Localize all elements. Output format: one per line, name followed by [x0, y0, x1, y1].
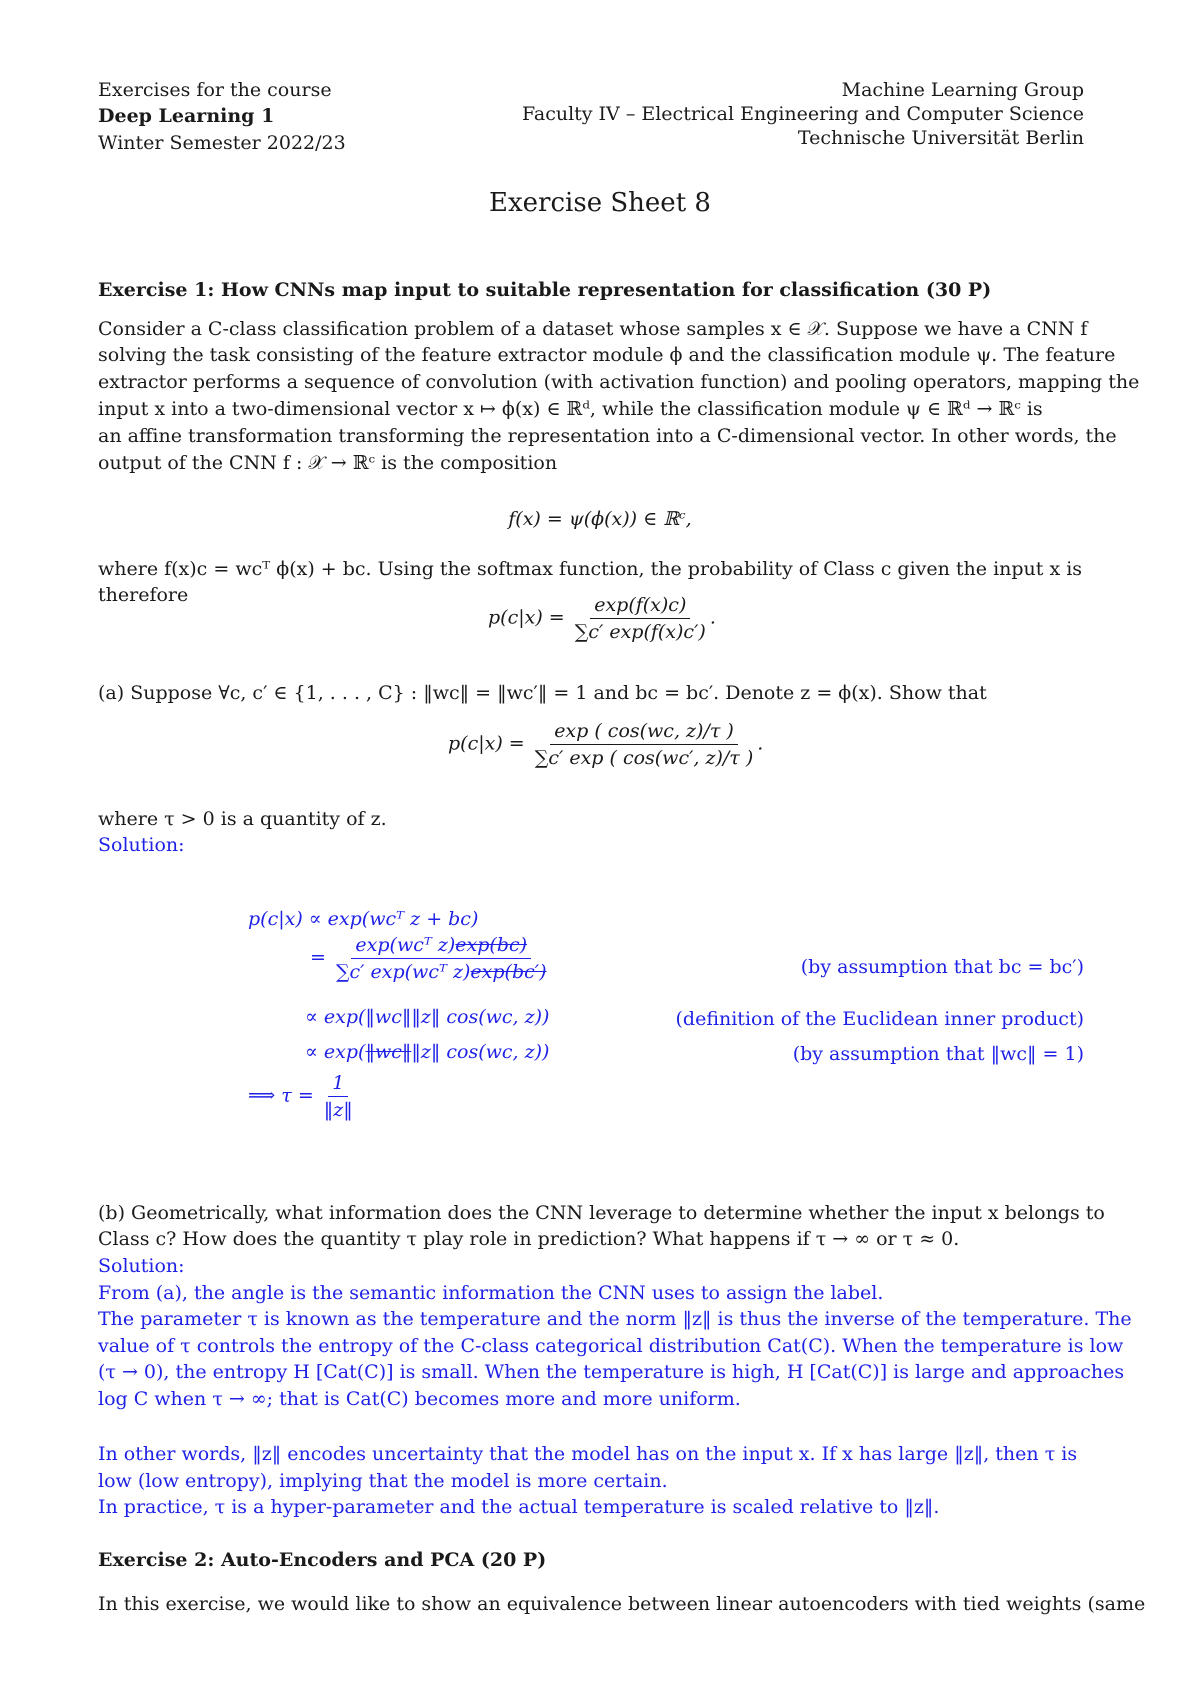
equation-composition: f(x) = ψ(ϕ(x)) ∈ ℝᶜ,: [508, 508, 692, 530]
course-intro: Exercises for the course: [98, 79, 332, 101]
ex1-where-line: where f(x)c = wcᵀ ϕ(x) + bc. Using the softmax function, the probability of Class c given the input x is: [98, 558, 1083, 580]
solution-b-line: In practice, τ is a hyper-parameter and the actual temperature is scaled relative to ‖z‖.: [98, 1496, 940, 1518]
group-name: Machine Learning Group: [841, 79, 1084, 101]
cosine-fraction: $\frac{\exp ( \cos(wc, z)/\tau )}{\sum c' \exp ( \cos(wc', z)/\tau )}$: [534, 720, 754, 769]
semester: Winter Semester 2022/23: [98, 132, 346, 154]
derivation-step-3: ∝ exp(‖wc‖‖z‖ cos(wc, z)): [305, 1006, 550, 1028]
ex1-intro-line: extractor performs a sequence of convolution (with activation function) and pooling operators, mapping the: [98, 371, 1140, 393]
derivation-fraction: $\frac{\text{exp(wcᵀ z)exp(bc)}}{\text{∑c′ exp(wcᵀ z)exp(bc′)}}$: [335, 934, 547, 983]
solution-label: Solution:: [98, 1255, 185, 1277]
ex2-intro-line: In this exercise, we would like to show an equivalence between linear autoencoders with tied weights (same: [98, 1593, 1146, 1615]
derivation-result: ⟹ τ = $\frac{1}{‖z‖}$: [248, 1072, 357, 1121]
solution-b-line: The parameter τ is known as the temperature and the norm ‖z‖ is thus the inverse of the temperature. The: [98, 1308, 1132, 1330]
solution-b-line: value of τ controls the entropy of the C-class categorical distribution Cat(C). When the temperature is low: [98, 1335, 1124, 1357]
part-b-question: (b) Geometrically, what information does the CNN leverage to determine whether the input x belongs to: [98, 1202, 1105, 1224]
page-title: Exercise Sheet 8: [489, 188, 711, 218]
derivation-step-4: ∝ exp(‖wc‖‖z‖ cos(wc, z)): [305, 1041, 550, 1063]
ex1-intro-line: Consider a C-class classification problem of a dataset whose samples x ∈ 𝒳. Suppose we have a CNN f: [98, 318, 1088, 340]
ex1-intro-line: output of the CNN f : 𝒳 → ℝᶜ is the composition: [98, 452, 558, 474]
solution-b-line: From (a), the angle is the semantic information the CNN uses to assign the label.: [98, 1282, 884, 1304]
softmax-fraction: $\frac{\exp(f(x)c)}{\sum c' \exp(f(x)c')}$: [574, 594, 706, 643]
derivation-note-2: (definition of the Euclidean inner product): [675, 1008, 1084, 1030]
ex1-where-line: therefore: [98, 584, 189, 606]
exercise-1-heading: Exercise 1: How CNNs map input to suitable representation for classification (30 P): [98, 279, 992, 301]
ex1-intro-line: solving the task consisting of the feature extractor module ϕ and the classification module ψ. The feature: [98, 344, 1116, 366]
ex1-intro-line: an affine transformation transforming the representation into a C-dimensional vector. In other words, the: [98, 425, 1117, 447]
derivation-step-1: p(c|x) ∝ exp(wcᵀ z + bc): [248, 908, 479, 930]
tau-fraction: $\frac{1}{‖z‖}$: [323, 1072, 353, 1121]
derivation-step-2: = $\frac{\text{exp(wcᵀ z)exp(bc)}}{\text{∑c′ exp(wcᵀ z)exp(bc′)}}$: [310, 934, 551, 983]
solution-b-line: In other words, ‖z‖ encodes uncertainty that the model has on the input x. If x has large ‖z‖, then τ is: [98, 1443, 1078, 1465]
part-a-where: where τ > 0 is a quantity of z.: [98, 808, 387, 830]
solution-b-line: low (low entropy), implying that the model is more certain.: [98, 1470, 668, 1492]
part-a-question: (a) Suppose ∀c, c′ ∈ {1, . . . , C} : ‖wc‖ = ‖wc′‖ = 1 and bc = bc′. Denote z = ϕ(x). Show that: [98, 682, 987, 704]
ex1-intro-line: input x into a two-dimensional vector x ↦ ϕ(x) ∈ ℝᵈ, while the classification module ψ ∈ ℝᵈ → ℝᶜ is: [98, 398, 1043, 420]
course-name: Deep Learning 1: [98, 105, 275, 127]
solution-label: Solution:: [98, 834, 185, 856]
derivation-note-3: (by assumption that ‖wc‖ = 1): [792, 1043, 1084, 1065]
solution-b-line: log C when τ → ∞; that is Cat(C) becomes more and more uniform.: [98, 1388, 741, 1410]
solution-b-line: (τ → 0), the entropy H [Cat(C)] is small. When the temperature is high, H [Cat(C)] is large and approaches: [98, 1361, 1125, 1383]
equation-cosine-softmax: p(c|x) = $\frac{\exp ( \cos(wc, z)/\tau )}{\sum c' \exp ( \cos(wc', z)/\tau )}$ .: [448, 720, 764, 769]
equation-softmax: p(c|x) = $\frac{\exp(f(x)c)}{\sum c' \exp(f(x)c')}$ .: [488, 594, 716, 643]
derivation-note-1: (by assumption that bc = bc′): [800, 956, 1084, 978]
part-b-question: Class c? How does the quantity τ play role in prediction? What happens if τ → ∞ or τ ≈ 0.: [98, 1228, 960, 1250]
exercise-2-heading: Exercise 2: Auto-Encoders and PCA (20 P): [98, 1549, 547, 1571]
faculty-name: Faculty IV – Electrical Engineering and Computer Science: [521, 103, 1084, 125]
university-name: Technische Universität Berlin: [797, 127, 1084, 149]
